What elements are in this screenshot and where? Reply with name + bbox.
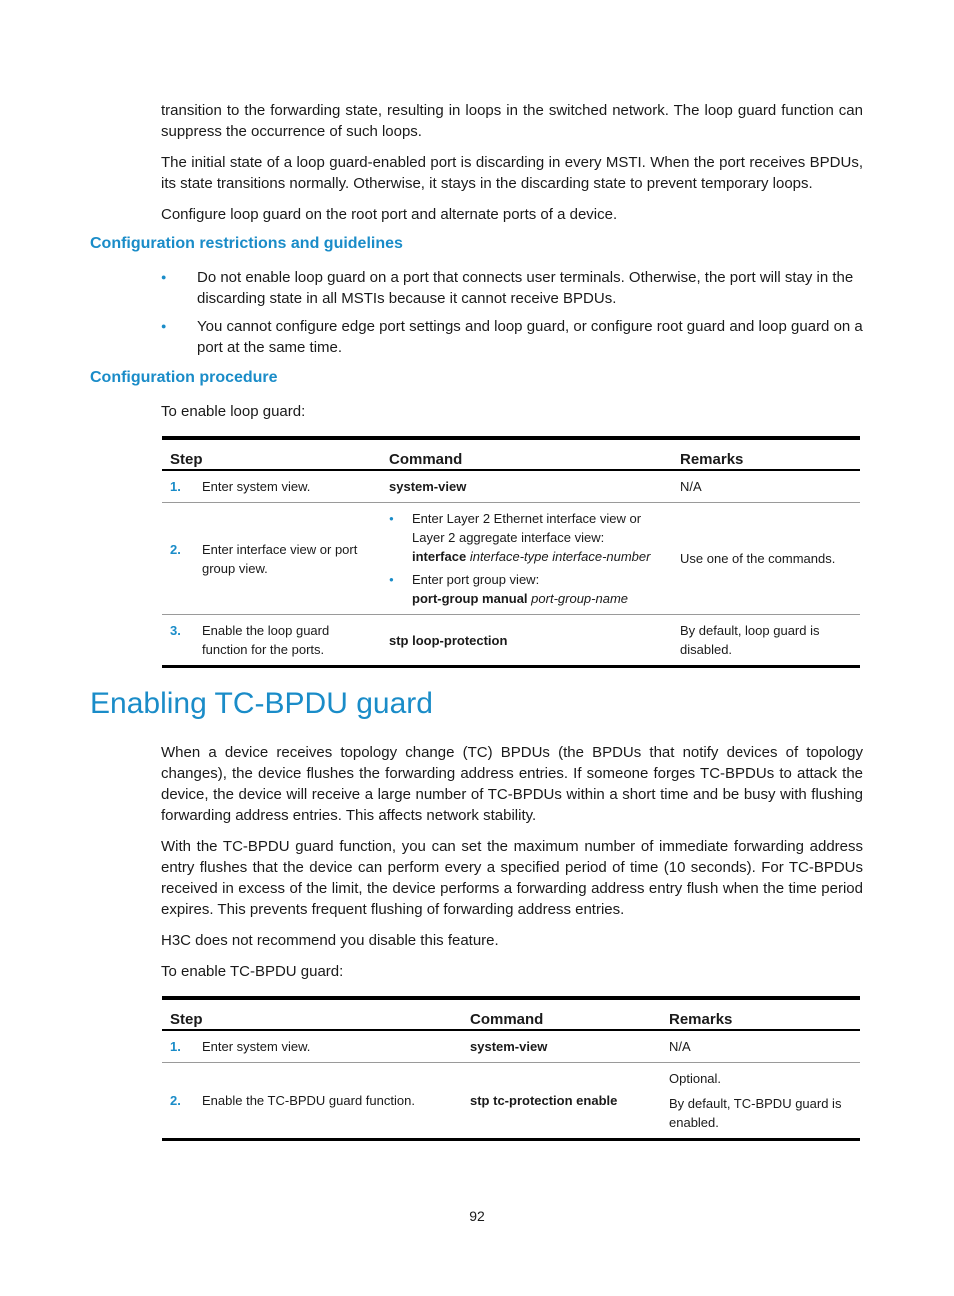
step-text: Enter system view. [202,479,311,494]
intro-paragraph-2: The initial state of a loop guard-enabled port is discarding in every MSTI. When the port receives BPDUs, its state transitions normally. Otherwise, it stays in the discarding state to prevent temporary loops. [161,154,863,192]
command-option [389,509,664,566]
command-keyword: interface [412,549,467,564]
command-option [389,570,664,608]
step-number: 2. [170,541,181,557]
table-row [162,615,860,667]
step-number: 1. [170,1039,181,1054]
procedure-heading: Configuration procedure [90,369,278,386]
command-argument: interface-type interface-number [469,549,651,564]
remarks-text: N/A [672,470,860,503]
loop-guard-table [162,436,860,668]
remarks-text: By default, loop guard is disabled. [672,615,860,667]
step-text: Enable the TC-BPDU guard function. [202,1093,415,1108]
step-text: Enable the loop guard function for the ports. [202,623,330,657]
col-header-command: Command [462,998,661,1030]
table-row [162,470,860,503]
command-text: system-view [470,1039,548,1054]
col-header-remarks: Remarks [661,998,860,1030]
tcbpdu-paragraph-1: When a device receives topology change (TC) BPDUs (the BPDUs that notify devices of topology changes), the device flushes the forwarding address entries. If someone forges TC-BPDUs to attack the device, the device will receive a large number of TC-BPDUs within a short time and be busy with flushing forwarding address entries. This affects network stability. [161,744,863,824]
step-number: 3. [170,623,181,638]
section-title: Enabling TC-BPDU guard [90,687,433,720]
restrictions-list [161,267,863,358]
command-text: system-view [389,479,467,494]
step-text: Enter system view. [202,1039,311,1054]
tcbpdu-lead: To enable TC-BPDU guard: [161,963,344,980]
command-text: stp tc-protection enable [470,1093,618,1108]
col-header-step: Step [162,998,462,1030]
command-argument: port-group-name [531,591,628,606]
col-header-step: Step [162,438,381,470]
step-text: Enter interface view or port group view. [202,541,358,576]
command-text: stp loop-protection [389,632,508,648]
intro-paragraph-3: Configure loop guard on the root port and alternate ports of a device. [161,206,618,223]
restriction-item: ● Do not enable loop guard on a port that connects user terminals. Otherwise, the port will stay in the discarding state in all MSTIs because it cannot receive BPDUs. [161,267,863,309]
remarks-line: By default, TC-BPDU guard is enabled. [669,1096,842,1130]
col-header-remarks: Remarks [672,438,860,470]
col-header-command: Command [381,438,672,470]
step-number: 1. [170,479,181,494]
command-keyword: port-group manual [412,591,528,606]
remarks-text: Use one of the commands. [672,503,860,615]
tcbpdu-paragraph-2: With the TC-BPDU guard function, you can set the maximum number of immediate forwarding address entry flushes that the device can perform every a specified period of time (10 seconds). For TC-BPDUs received in excess of the limit, the device performs a forwarding address entry flush when the time period expires. This prevents frequent flushing of forwarding address entries. [161,838,863,918]
command-option-text: Enter Layer 2 Ethernet interface view or Layer 2 aggregate interface view: [412,511,642,545]
page-number: 92 [469,1208,485,1224]
command-option-text: Enter port group view: [412,572,540,587]
command-options [389,509,664,608]
restrictions-heading: Configuration restrictions and guidelines [90,235,403,252]
restriction-item: ● You cannot configure edge port settings and loop guard, or configure root guard and loop guard on a port at the same time. [161,316,863,358]
table-row [162,1030,860,1063]
tc-bpdu-guard-table [162,996,860,1141]
remarks-line: Optional. [669,1071,722,1086]
intro-paragraph-1: transition to the forwarding state, resulting in loops in the switched network. The loop guard function can suppress the occurrence of such loops. [161,102,863,140]
table-row [162,1063,860,1140]
procedure-lead: To enable loop guard: [161,403,306,420]
tcbpdu-paragraph-3: H3C does not recommend you disable this feature. [161,932,499,949]
step-number: 2. [170,1093,181,1108]
table-row [162,503,860,615]
remarks-text: N/A [661,1030,860,1063]
